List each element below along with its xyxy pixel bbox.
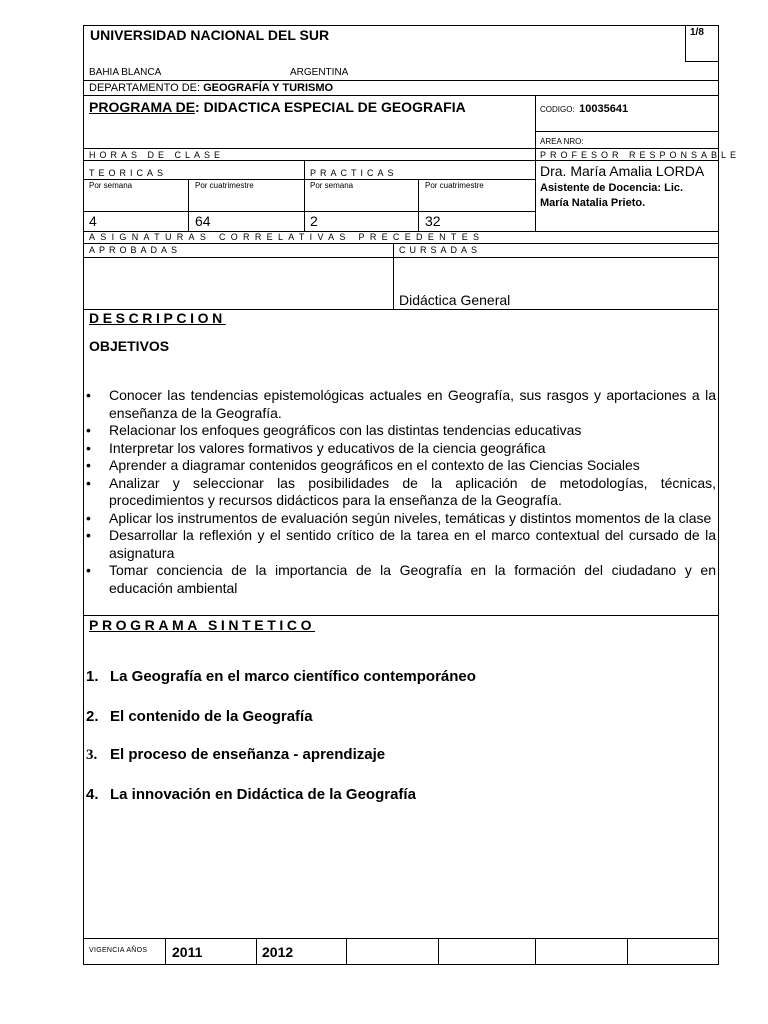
objectives-title: OBJETIVOS	[89, 338, 170, 354]
practicas-semana-value: 2	[310, 213, 318, 229]
objective-item: • Aplicar los instrumentos de evaluación según niveles, temáticas y distintos momentos de la clase	[86, 510, 716, 528]
objective-item: • Interpretar los valores formativos y educativos de la ciencia geográfica	[86, 440, 716, 458]
synthetic-item	[86, 786, 416, 803]
teoricas-cuatrimestre-value: 64	[195, 213, 211, 229]
program-label: PROGRAMA DE	[89, 99, 196, 115]
teoricas-header: TEORICAS	[89, 168, 168, 178]
synthetic-item	[86, 708, 313, 725]
synthetic-item-text: La innovación en Didáctica de la Geografía	[110, 786, 416, 803]
synthetic-item-number: 2.	[86, 708, 99, 725]
objective-item: • Tomar conciencia de la importancia de la Geografía en la formación del ciudadano y en educación ambiental	[86, 562, 716, 597]
assistant-line2: María Natalia Prieto.	[540, 197, 646, 209]
area-label: AREA NRO:	[540, 137, 584, 146]
practicas-cuatrimestre-value: 32	[425, 213, 441, 229]
program-title	[89, 99, 466, 115]
professor-name: Dra. María Amalia LORDA	[540, 163, 705, 179]
page-number: 1/8	[690, 27, 704, 38]
vigencia-label: VIGENCIA AÑOS	[89, 947, 148, 954]
objective-item: • Conocer las tendencias epistemológicas actuales en Geografía, sus rasgos y aportaciones a la enseñanza de la Geografía.	[86, 387, 716, 422]
correlatives-title: ASIGNATURAS CORRELATIVAS PRECEDENTES	[89, 232, 485, 242]
synthetic-item	[86, 746, 385, 764]
objective-item: • Analizar y seleccionar las posibilidades de la aplicación de metodologías, técnicas, procedimientos y recursos didácticos para la enseñanza de la Geografía.	[86, 475, 716, 510]
synthetic-title: PROGRAMA SINTETICO	[89, 617, 316, 633]
synthetic-item-number: 4.	[86, 786, 99, 803]
practicas-semana-label: Por semana	[310, 181, 354, 190]
objective-item: • Relacionar los enfoques geográficos con las distintas tendencias educativas	[86, 422, 716, 440]
hours-title: HORAS DE CLASE	[89, 150, 225, 160]
department-label: DEPARTAMENTO DE:	[89, 82, 201, 94]
program-name: : DIDACTICA ESPECIAL DE GEOGRAFIA	[195, 99, 466, 115]
professor-title: PROFESOR RESPONSABLE	[540, 150, 741, 160]
country: ARGENTINA	[290, 67, 349, 78]
vigencia-year-end: 2012	[262, 944, 294, 960]
synthetic-item-text: El proceso de enseñanza - aprendizaje	[110, 746, 386, 763]
code-label: CODIGO:	[540, 105, 575, 114]
department-name: GEOGRAFÍA Y TURISMO	[203, 82, 334, 94]
university-name: UNIVERSIDAD NACIONAL DEL SUR	[90, 27, 330, 43]
synthetic-item-text: La Geografía en el marco científico contemporáneo	[110, 668, 476, 685]
teoricas-semana-label: Por semana	[89, 181, 133, 190]
code-cell	[540, 99, 628, 117]
vigencia-year-start: 2011	[172, 944, 203, 960]
cursadas-header: CURSADAS	[399, 245, 482, 255]
department-row	[89, 82, 333, 94]
objectives-list	[86, 387, 716, 597]
city: BAHIA BLANCA	[89, 67, 162, 78]
synthetic-item-text: El contenido de la Geografía	[110, 708, 313, 725]
description-title: DESCRIPCION	[89, 310, 226, 326]
aprobadas-header: APROBADAS	[89, 245, 182, 255]
synthetic-item-number: 1.	[86, 668, 99, 685]
synthetic-item	[86, 668, 476, 685]
teoricas-semana-value: 4	[89, 213, 97, 229]
teoricas-cuatrimestre-label: Por cuatrimestre	[195, 181, 254, 190]
objective-item: • Aprender a diagramar contenidos geográficos en el contexto de las Ciencias Sociales	[86, 457, 716, 475]
practicas-header: PRACTICAS	[310, 168, 398, 178]
synthetic-item-number: 3.	[86, 747, 98, 763]
objective-item: • Desarrollar la reflexión y el sentido crítico de la tarea en el marco contextual del cursado de la asignatura	[86, 527, 716, 562]
cursadas-value: Didáctica General	[399, 292, 511, 308]
assistant-line1: Asistente de Docencia: Lic.	[540, 182, 684, 194]
code-value: 10035641	[579, 103, 629, 115]
practicas-cuatrimestre-label: Por cuatrimestre	[425, 181, 484, 190]
